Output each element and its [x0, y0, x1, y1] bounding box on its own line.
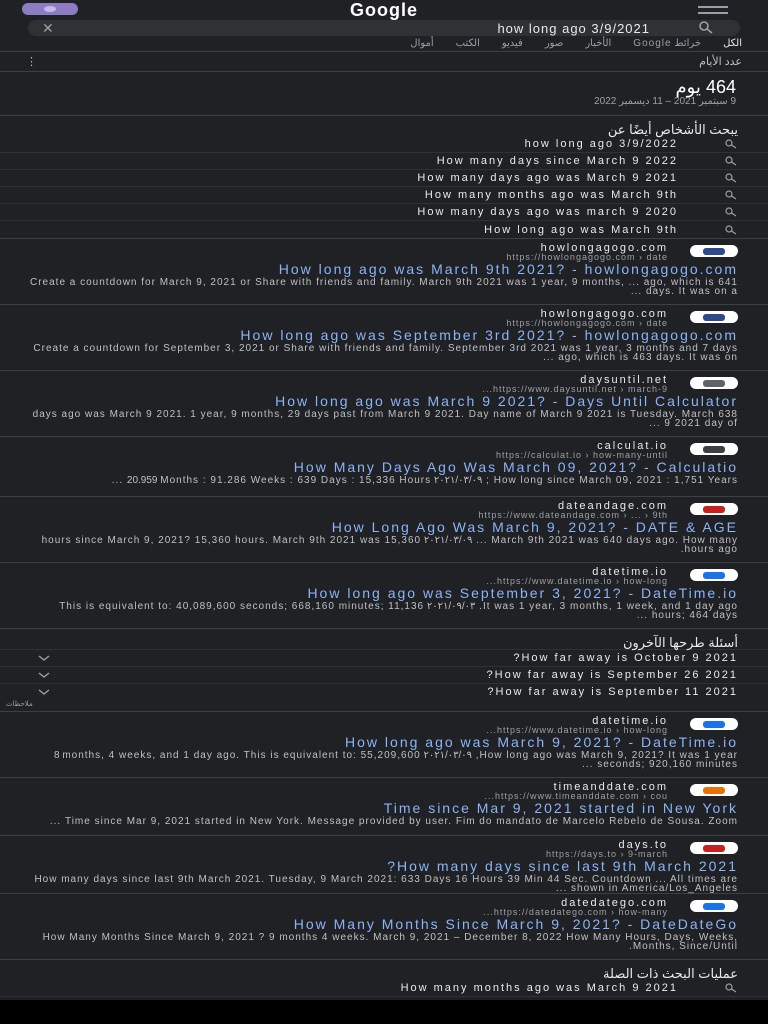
- favicon-mark: [703, 248, 725, 255]
- search-result[interactable]: [0, 778, 768, 836]
- result-url: https://www.dateandage.com › ... › 9th: [478, 510, 668, 520]
- suggestion-item[interactable]: [0, 153, 768, 170]
- people-also-ask-item[interactable]: [0, 666, 768, 683]
- menu-icon[interactable]: [698, 6, 728, 14]
- result-site-name: days.to: [618, 839, 668, 851]
- search-result[interactable]: [0, 563, 768, 629]
- suggestion-item[interactable]: [0, 136, 768, 153]
- people-also-search-list: [0, 136, 768, 239]
- people-also-ask-item[interactable]: [0, 649, 768, 666]
- tab-maps[interactable]: خرائط Google: [633, 38, 702, 49]
- result-url: https://howlongagogo.com › date: [506, 318, 668, 328]
- site-favicon-icon: [690, 569, 738, 581]
- search-icon: [724, 190, 738, 200]
- result-site-name: calculat.io: [597, 440, 668, 452]
- search-result[interactable]: [0, 836, 768, 894]
- site-favicon-icon: [690, 503, 738, 515]
- result-snippet: How long since March 09, 2021 : 1,751 Years ; ٢٠٢١/٠٣/٠٩ 20.959 Months : 91.286 Weeks : 639 Days : 15,336 Hours ...: [111, 475, 738, 486]
- result-title-link[interactable]: How long ago was March 9, 2021? - DateTime.io: [345, 734, 738, 750]
- search-box: [28, 20, 740, 36]
- tab-finance[interactable]: أموال: [410, 38, 434, 49]
- tab-all[interactable]: الكل: [723, 38, 742, 49]
- question-label: How far away is September 26 2021?: [486, 669, 738, 681]
- result-title-link[interactable]: How long ago was September 3rd 2021? - howlongagogo.com: [240, 327, 738, 343]
- search-icon: [724, 225, 738, 235]
- search-result[interactable]: [0, 894, 768, 960]
- result-site-name: howlongagogo.com: [540, 242, 668, 254]
- top-bar: [0, 0, 768, 20]
- site-favicon-icon: [690, 311, 738, 323]
- answer-box: [0, 72, 768, 116]
- favicon-mark: [703, 845, 725, 852]
- result-title-link[interactable]: How Long Ago Was March 9, 2021? - DATE & AGE: [331, 519, 738, 535]
- result-snippet: How Many Months Since March 9, 2021 ? 9 months 4 weeks. March 9, 2021 – December 8, 2022 How Many Hours, Days, Weeks, Months, Since/Until.: [42, 932, 738, 952]
- answer-value: 464 يوم: [675, 77, 736, 97]
- bottom-strip: [0, 1000, 768, 1024]
- suggestion-label: How many days since March 9 2022: [436, 155, 678, 167]
- result-title-link[interactable]: How long ago was September 3, 2021? - DateTime.io: [307, 585, 738, 601]
- result-url: https://calculat.io › how-many-until: [495, 450, 668, 460]
- result-site-name: datetime.io: [592, 566, 668, 578]
- chevron-down-icon: [38, 654, 50, 662]
- search-icon: [724, 156, 738, 166]
- result-snippet: How many days since last 9th March 2021. Tuesday, 9 March 2021: 633 Days 16 Hours 39 Min 44 Sec. Countdown ... All times are shown in America/Los_Angeles ...: [34, 874, 738, 894]
- filter-row: [0, 52, 768, 72]
- favicon-mark: [703, 572, 725, 579]
- result-title-link[interactable]: How many days since last 9th March 2021?: [387, 858, 738, 874]
- tab-books[interactable]: الكتب: [455, 38, 480, 49]
- site-favicon-icon: [690, 377, 738, 389]
- suggestion-item[interactable]: [0, 204, 768, 221]
- question-label: How far away is September 11 2021?: [487, 686, 738, 698]
- favicon-mark: [703, 787, 725, 794]
- favicon-mark: [703, 380, 725, 387]
- chevron-down-icon: [38, 688, 50, 696]
- result-url: https://www.datetime.io › how-long...: [486, 725, 668, 735]
- site-favicon-icon: [690, 718, 738, 730]
- search-result[interactable]: [0, 497, 768, 563]
- result-url: https://www.daysuntil.net › march-9...: [482, 384, 668, 394]
- result-title-link[interactable]: How Many Months Since March 9, 2021? - DateDateGo: [293, 916, 738, 932]
- filter-label: عدد الأيام: [699, 56, 742, 68]
- result-snippet: It was 1 year, 3 months, 1 week, and 1 day ago. ٢٠٢١/٠٩/٠٣ This is equivalent to: 40,089,600 seconds; 668,160 minutes; 11,136 hours; 464 days ...: [59, 601, 738, 621]
- search-icon: [724, 173, 738, 183]
- result-site-name: daysuntil.net: [580, 374, 668, 386]
- suggestion-label: How many months ago was March 9th: [424, 189, 678, 201]
- suggestion-label: How many days ago was March 9 2021: [417, 172, 678, 184]
- result-snippet: March 9th 2021 was 640 days ago. How many ... ٢٠٢١/٠٣/٠٩ hours since March 9, 2021? 15,360 hours. March 9th 2021 was 15,360 hours ago.: [41, 535, 738, 555]
- related-search-item[interactable]: [0, 980, 768, 997]
- tab-videos[interactable]: فيديو: [501, 38, 523, 49]
- feedback-link[interactable]: ملاحظات: [0, 700, 768, 712]
- site-favicon-icon: [690, 900, 738, 912]
- search-result[interactable]: [0, 712, 768, 778]
- result-site-name: datetime.io: [592, 715, 668, 727]
- search-result[interactable]: [0, 437, 768, 497]
- question-label: How far away is October 9 2021?: [513, 652, 738, 664]
- people-also-ask-title: أسئلة طرحها الآخرون: [622, 635, 738, 650]
- result-url: https://datedatego.com › how-many...: [483, 907, 668, 917]
- search-input[interactable]: [28, 20, 740, 36]
- favicon-mark: [703, 721, 725, 728]
- result-title-link[interactable]: How long ago was March 9 2021? - Days Until Calculator: [275, 393, 738, 409]
- chevron-down-icon: [38, 671, 50, 679]
- answer-range: 9 سبتمبر 2021 – 11 ديسمبر 2022: [594, 96, 736, 107]
- result-site-name: howlongagogo.com: [540, 308, 668, 320]
- result-site-name: timeanddate.com: [553, 781, 668, 793]
- site-favicon-icon: [690, 842, 738, 854]
- favicon-mark: [703, 446, 725, 453]
- result-snippet: Create a countdown for March 9, 2021 or Share with friends and family. March 9th 2021 was 1 year, 9 months, ... ago, which is 641 days. It was on a ...: [29, 277, 738, 297]
- suggestion-label: How long ago was March 9th: [484, 223, 678, 236]
- suggestion-item[interactable]: [0, 170, 768, 187]
- google-logo[interactable]: Google: [350, 0, 418, 20]
- suggestion-label: how long ago 3/9/2022: [524, 138, 678, 150]
- result-site-name: dateandage.com: [558, 500, 668, 512]
- result-url: https://howlongagogo.com › date: [506, 252, 668, 262]
- result-site-name: datedatego.com: [561, 897, 668, 909]
- result-snippet: Time since Mar 9, 2021 started in New York. Message provided by user. Fim do mandato de Marcelo Rebelo de Sousa. Zoom ...: [49, 816, 738, 827]
- result-snippet: 638 days ago was March 9 2021. 1 year, 9 months, 29 days past from March 9 2021. Day name of March 9 2021 is Tuesday. March 9 2021 day of ...: [32, 409, 738, 429]
- favicon-mark: [703, 506, 725, 513]
- site-favicon-icon: [690, 443, 738, 455]
- search-icon: [724, 139, 738, 149]
- favicon-mark: [703, 903, 725, 910]
- result-url: https://www.timeanddate.com › cou...: [484, 791, 668, 801]
- result-snippet: Create a countdown for September 3, 2021 or Share with friends and family. September 3rd 2021 was 1 year, 3 months and 7 days ago, which is 463 days. It was on ...: [33, 343, 738, 363]
- site-favicon-icon: [690, 245, 738, 257]
- search-result[interactable]: [0, 305, 768, 371]
- search-icon: [724, 983, 738, 993]
- favicon-mark: [703, 314, 725, 321]
- search-tabs: [0, 36, 768, 52]
- search-icon[interactable]: [698, 21, 714, 35]
- suggestion-item[interactable]: [0, 221, 768, 238]
- related-searches-title: عمليات البحث ذات الصلة: [603, 966, 738, 981]
- result-title-link[interactable]: How Many Days Ago Was March 09, 2021? - Calculatio: [293, 459, 738, 475]
- result-title-link[interactable]: Time since Mar 9, 2021 started in New York: [383, 800, 738, 816]
- related-search-label: How many months ago was March 9 2021: [400, 982, 678, 994]
- search-result[interactable]: [0, 371, 768, 437]
- people-also-search-title: يبحث الأشخاص أيضًا عن: [607, 122, 738, 137]
- result-url: https://days.to › 9-march: [545, 849, 668, 859]
- result-url: https://www.datetime.io › how-long...: [486, 576, 668, 586]
- suggestion-item[interactable]: [0, 187, 768, 204]
- more-options-icon[interactable]: ⋮: [26, 56, 37, 68]
- site-favicon-icon: [690, 784, 738, 796]
- result-title-link[interactable]: How long ago was March 9th 2021? - howlongagogo.com: [278, 261, 738, 277]
- people-also-ask-item[interactable]: [0, 683, 768, 700]
- suggestion-label: How many days ago was march 9 2020: [417, 206, 678, 218]
- tab-images[interactable]: صور: [544, 38, 564, 49]
- tab-news[interactable]: الأخبار: [585, 38, 612, 49]
- search-icon: [724, 207, 738, 217]
- search-result[interactable]: [0, 239, 768, 305]
- result-snippet: How long ago was March 9, 2021? It was 1 year, ٢٠٢١/٠٣/٠٩ 8 months, 4 weeks, and 1 day ago. This is equivalent to: 55,209,600 seconds; 920,160 minutes ...: [53, 750, 738, 770]
- clear-icon[interactable]: ✕: [42, 20, 54, 36]
